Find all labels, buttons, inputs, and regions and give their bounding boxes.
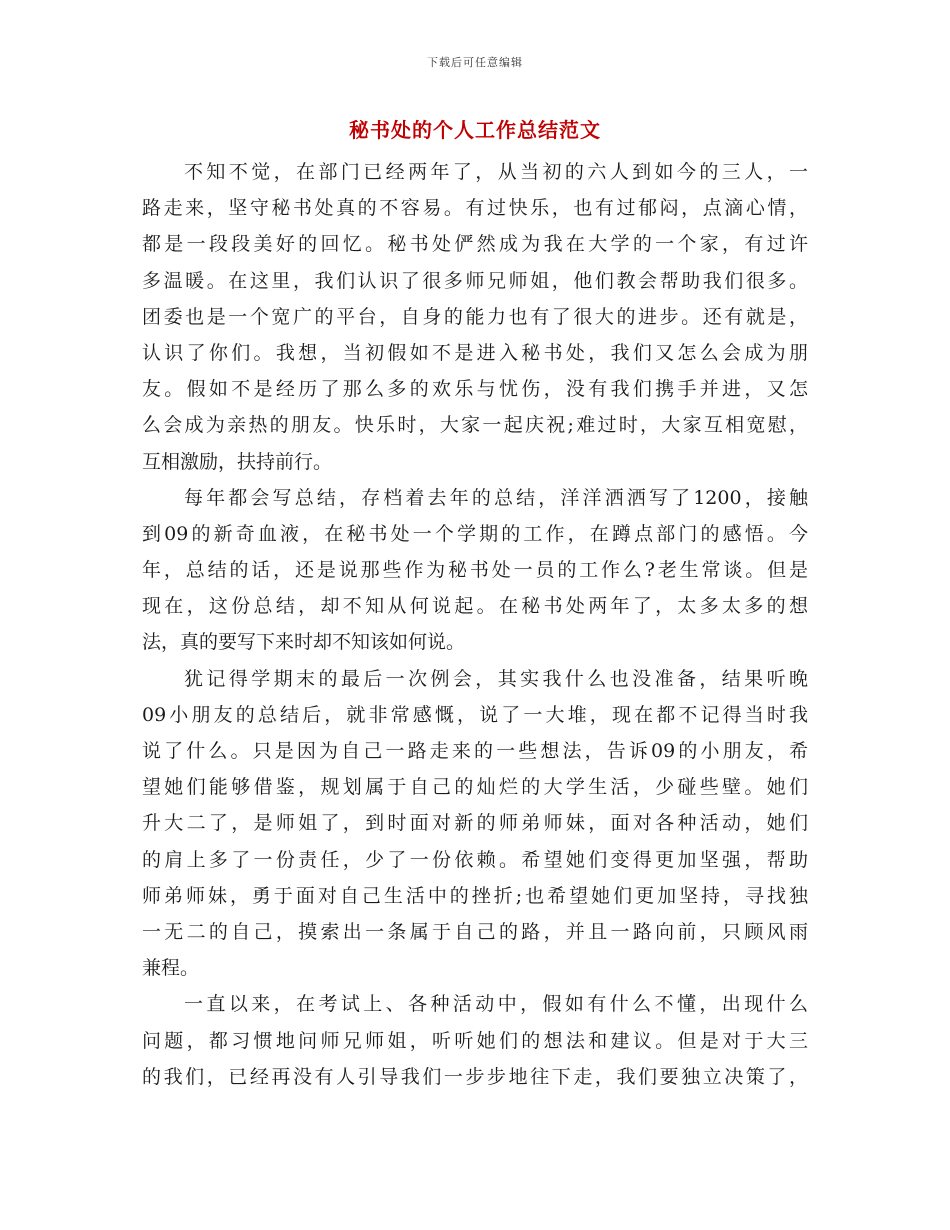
paragraph-3	[142, 661, 808, 987]
header-note: 下载后可任意编辑	[427, 56, 523, 69]
paragraph-line: 问题，都习惯地问师兄师姐，听听她们的想法和建议。但是对于大三	[142, 1029, 808, 1052]
paragraph-line: 说了什么。只是因为自己一路走来的一些想法，告诉09的小朋友，希	[142, 740, 808, 762]
paragraph-1	[142, 154, 808, 480]
paragraph-line: 互相激励，扶持前行。	[142, 450, 333, 473]
paragraph-line: 望她们能够借鉴，规划属于自己的灿烂的大学生活，少碰些壁。她们	[142, 776, 808, 799]
paragraph-line: 的我们，已经再没有人引导我们一步步地往下走，我们要独立决策了，	[142, 1065, 808, 1088]
paragraph-line: 友。假如不是经历了那么多的欢乐与忧伤，没有我们携手并进，又怎	[142, 378, 808, 401]
paragraph-line: 么会成为亲热的朋友。快乐时，大家一起庆祝;难过时，大家互相宽慰，	[142, 414, 808, 437]
paragraph-line: 一无二的自己，摸索出一条属于自己的路，并且一路向前，只顾风雨	[142, 920, 808, 943]
paragraph-line: 法，真的要写下来时却不知该如何说。	[142, 631, 466, 654]
paragraph-line: 每年都会写总结，存档着去年的总结，洋洋洒洒写了1200，接触	[184, 486, 808, 509]
paragraph-line: 年，总结的话，还是说那些作为秘书处一员的工作么?老生常谈。但是	[142, 559, 808, 582]
paragraph-line: 师弟师妹，勇于面对自己生活中的挫折;也希望她们更加坚持，寻找独	[142, 884, 808, 907]
paragraph-line: 到09的新奇血液，在秘书处一个学期的工作，在蹲点部门的感悟。今	[142, 522, 808, 545]
paragraph-line: 升大二了，是师姐了，到时面对新的师弟师妹，面对各种活动，她们	[142, 812, 808, 835]
document-body	[142, 154, 808, 1095]
paragraph-line: 犹记得学期末的最后一次例会，其实我什么也没准备，结果听晚	[184, 667, 808, 690]
paragraph-line: 认识了你们。我想，当初假如不是进入秘书处，我们又怎么会成为朋	[142, 341, 808, 364]
paragraph-line: 多温暖。在这里，我们认识了很多师兄师姐，他们教会帮助我们很多。	[142, 269, 808, 292]
paragraph-2	[142, 480, 808, 661]
paragraph-line: 现在，这份总结，却不知从何说起。在秘书处两年了，太多太多的想	[142, 595, 808, 618]
paragraph-line: 09小朋友的总结后，就非常感慨，说了一大堆，现在都不记得当时我	[142, 703, 808, 726]
paragraph-line: 都是一段段美好的回忆。秘书处俨然成为我在大学的一个家，有过许	[142, 233, 808, 256]
paragraph-line: 不知不觉，在部门已经两年了，从当初的六人到如今的三人，一	[184, 161, 808, 183]
paragraph-line: 一直以来，在考试上、各种活动中，假如有什么不懂，出现什么	[184, 993, 808, 1016]
paragraph-line: 路走来，坚守秘书处真的不容易。有过快乐，也有过郁闷，点滴心情，	[142, 197, 808, 220]
paragraph-4	[142, 986, 808, 1095]
paragraph-line: 兼程。	[142, 957, 200, 980]
paragraph-line: 团委也是一个宽广的平台，自身的能力也有了很大的进步。还有就是，	[142, 305, 808, 328]
document-title: 秘书处的个人工作总结范文	[349, 118, 601, 142]
paragraph-line: 的肩上多了一份责任，少了一份依赖。希望她们变得更加坚强，帮助	[142, 848, 808, 871]
